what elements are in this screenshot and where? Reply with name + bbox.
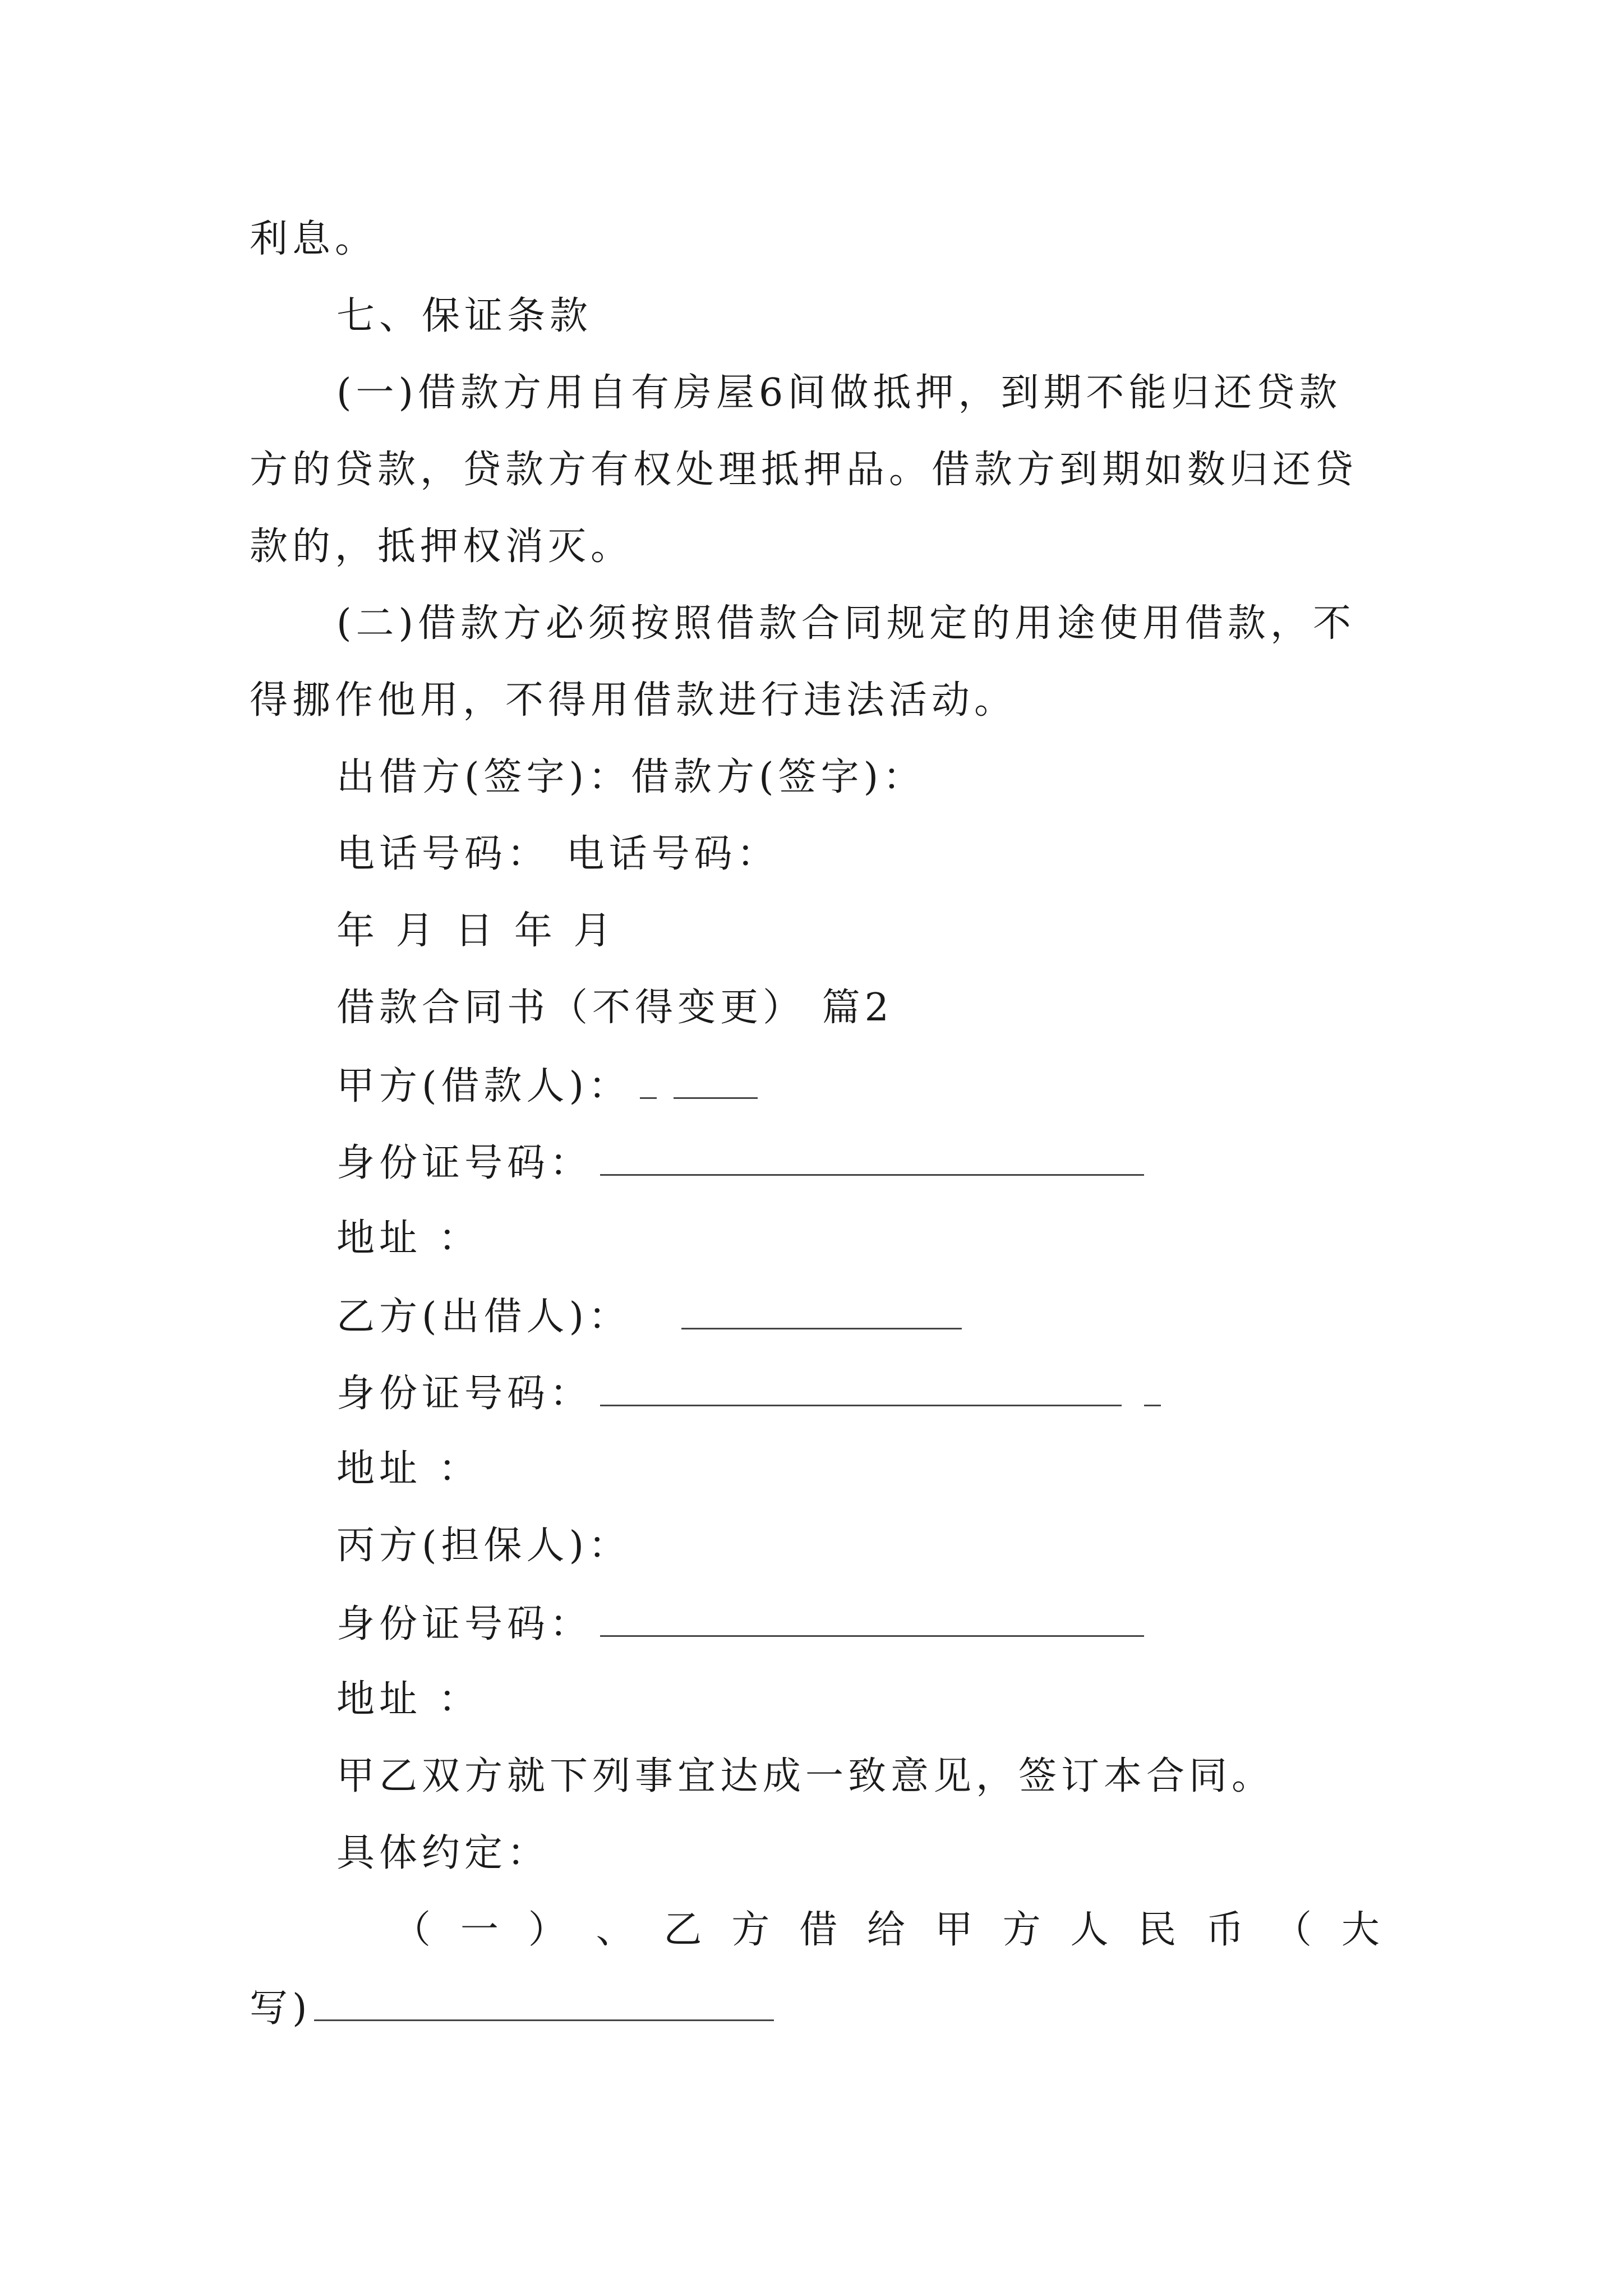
amount-line bbox=[250, 1986, 774, 2031]
justified-char: 乙 bbox=[663, 1908, 702, 1952]
paragraph-line: 具体约定： bbox=[336, 1831, 550, 1875]
blank-field bbox=[1144, 1373, 1161, 1406]
blank-field bbox=[600, 1604, 1144, 1637]
party-a-line bbox=[336, 1066, 758, 1106]
paragraph-line: 利息。 bbox=[250, 217, 378, 261]
id-number-label: 身份证号码： bbox=[336, 1602, 593, 1646]
id-number-line bbox=[336, 1604, 1144, 1644]
justified-char: 大 bbox=[1341, 1908, 1380, 1952]
blank-field bbox=[640, 1066, 657, 1099]
paragraph-line: 方的贷款，贷款方有权处理抵押品。借款方到期如数归还贷 bbox=[250, 448, 1358, 492]
blank-field bbox=[314, 1988, 774, 2021]
blank-field bbox=[681, 1296, 962, 1329]
blank-field bbox=[600, 1373, 1122, 1406]
justified-char: 人 bbox=[1070, 1908, 1109, 1952]
justified-line bbox=[393, 1908, 1380, 1952]
justified-char: 币 bbox=[1206, 1908, 1244, 1952]
id-number-label: 身份证号码： bbox=[336, 1372, 593, 1416]
justified-char: 一 bbox=[460, 1908, 499, 1952]
signature-line: 出借方(签字)：借款方(签字)： bbox=[336, 755, 926, 799]
justified-char: （ bbox=[393, 1908, 431, 1952]
address-line: 地址 ： bbox=[336, 1677, 481, 1722]
id-number-line bbox=[336, 1372, 1161, 1416]
justified-char: ） bbox=[528, 1908, 566, 1952]
paragraph-line: (一)借款方用自有房屋6间做抵押，到期不能归还贷款 bbox=[336, 371, 1342, 415]
date-line: 年 月 日 年 月 bbox=[336, 909, 616, 953]
justified-char: 借 bbox=[799, 1908, 838, 1952]
phone-line: 电话号码： 电话号码： bbox=[336, 832, 780, 876]
paragraph-line: (二)借款方必须按照借款合同规定的用途使用借款，不 bbox=[336, 601, 1356, 646]
justified-char: 甲 bbox=[934, 1908, 973, 1952]
address-line: 地址 ： bbox=[336, 1447, 481, 1491]
id-number-line bbox=[336, 1141, 1144, 1185]
justified-char: （ bbox=[1273, 1908, 1312, 1952]
justified-char: 给 bbox=[866, 1908, 905, 1952]
party-b-line bbox=[336, 1295, 962, 1339]
party-c-line: 丙方(担保人)： bbox=[336, 1524, 631, 1568]
justified-char: 方 bbox=[731, 1908, 770, 1952]
party-b-label: 乙方(出借人)： bbox=[336, 1295, 631, 1339]
blank-field bbox=[674, 1066, 758, 1099]
id-number-label: 身份证号码： bbox=[336, 1141, 593, 1185]
paragraph-line: 得挪作他用，不得用借款进行违法活动。 bbox=[250, 678, 1017, 723]
contract-title: 借款合同书（不得变更） 篇2 bbox=[336, 986, 893, 1030]
justified-char: 民 bbox=[1138, 1908, 1177, 1952]
address-line: 地址 ： bbox=[336, 1216, 481, 1260]
blank-field bbox=[600, 1143, 1144, 1176]
justified-char: 、 bbox=[596, 1908, 634, 1952]
paragraph-line: 甲乙双方就下列事宜达成一致意见，签订本合同。 bbox=[336, 1754, 1275, 1798]
amount-label: 写) bbox=[250, 1986, 312, 2031]
party-a-label: 甲方(借款人)： bbox=[336, 1064, 631, 1108]
justified-char: 方 bbox=[1002, 1908, 1041, 1952]
section-heading: 七、保证条款 bbox=[336, 294, 593, 338]
paragraph-line: 款的，抵押权消灭。 bbox=[250, 524, 634, 569]
